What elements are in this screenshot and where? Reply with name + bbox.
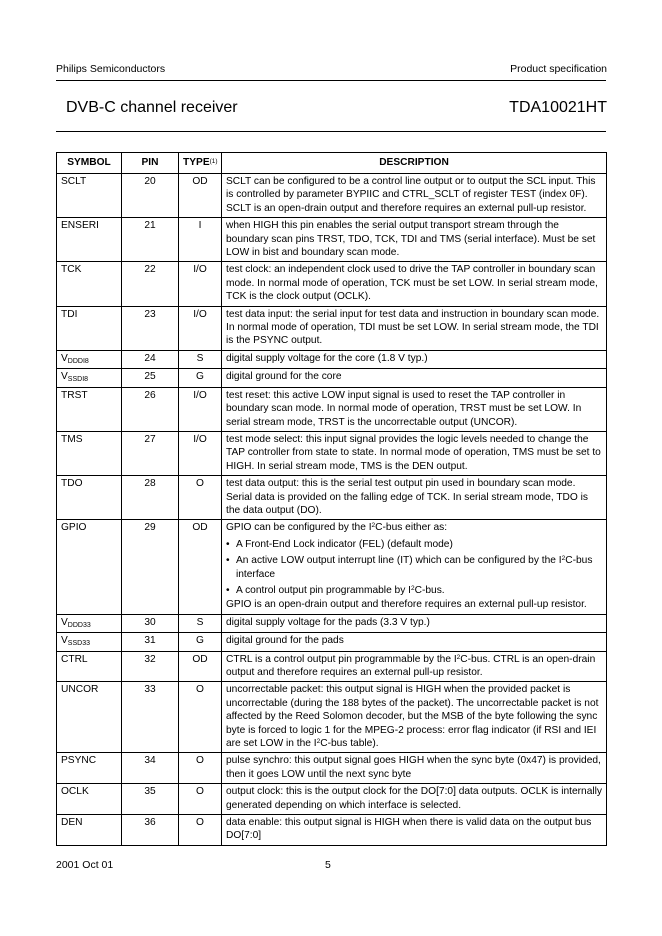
table-row bbox=[57, 431, 607, 475]
uncor-desc-text-end: C-bus table). bbox=[320, 738, 379, 750]
pin-cell: 21 bbox=[122, 218, 179, 262]
symbol-cell bbox=[57, 350, 122, 368]
type-cell: I/O bbox=[179, 262, 222, 306]
bullet3-text-end: C-bus. bbox=[414, 584, 445, 596]
list-item bbox=[226, 584, 602, 597]
type-cell: I/O bbox=[179, 431, 222, 475]
table-row bbox=[57, 520, 607, 614]
symbol-main: V bbox=[61, 371, 68, 383]
table-row bbox=[57, 476, 607, 520]
description-cell: digital ground for the pads bbox=[222, 633, 607, 651]
description-cell: when HIGH this pin enables the serial output transport stream through the boundary scan pins TRST, TDO, TCK, TDI and TMS (serial interface). Must be set LOW in bist and boundary scan mode. bbox=[222, 218, 607, 262]
symbol-cell bbox=[57, 369, 122, 387]
header-divider bbox=[56, 80, 606, 81]
pin-cell: 31 bbox=[122, 633, 179, 651]
table-row bbox=[57, 651, 607, 682]
symbol-cell: DEN bbox=[57, 815, 122, 846]
table-row bbox=[57, 784, 607, 815]
type-cell: I/O bbox=[179, 387, 222, 431]
bullet3-text: A control output pin programmable by I bbox=[236, 584, 411, 596]
symbol-subscript: SSD33 bbox=[67, 640, 90, 648]
description-cell bbox=[222, 682, 607, 753]
symbol-subscript: DDD33 bbox=[67, 621, 91, 629]
symbol-cell bbox=[57, 614, 122, 632]
bullet-icon: • bbox=[226, 584, 230, 596]
description-cell bbox=[222, 651, 607, 682]
symbol-cell: PSYNC bbox=[57, 753, 122, 784]
table-row bbox=[57, 369, 607, 387]
column-header-description: DESCRIPTION bbox=[222, 153, 607, 174]
pin-cell: 35 bbox=[122, 784, 179, 815]
pin-cell: 33 bbox=[122, 682, 179, 753]
pin-cell: 36 bbox=[122, 815, 179, 846]
type-cell: G bbox=[179, 369, 222, 387]
table-row bbox=[57, 218, 607, 262]
type-header-label: TYPE bbox=[183, 157, 210, 169]
description-cell: test data input: the serial input for test data and instruction in boundary scan mode. In normal mode of operation, TDI must be set LOW. In serial stream mode, the TDI is the PSYNC output. bbox=[222, 306, 607, 350]
symbol-cell: TRST bbox=[57, 387, 122, 431]
pin-cell: 27 bbox=[122, 431, 179, 475]
bullet-text bbox=[236, 554, 602, 581]
uncor-desc-sup: 2 bbox=[316, 738, 321, 746]
ctrl-desc-text: CTRL is a control output pin programmable by the I bbox=[226, 653, 457, 665]
symbol-cell: TDO bbox=[57, 476, 122, 520]
symbol-cell: TDI bbox=[57, 306, 122, 350]
gpio-bullet-list bbox=[226, 538, 602, 598]
description-cell: digital supply voltage for the core (1.8 V typ.) bbox=[222, 350, 607, 368]
table-row bbox=[57, 815, 607, 846]
ctrl-desc-sup: 2 bbox=[456, 653, 461, 661]
table-row bbox=[57, 682, 607, 753]
list-item bbox=[226, 554, 602, 581]
table-row bbox=[57, 174, 607, 218]
description-cell: digital ground for the core bbox=[222, 369, 607, 387]
type-cell: OD bbox=[179, 174, 222, 218]
gpio-intro-sup: 2 bbox=[371, 522, 376, 530]
company-name: Philips Semiconductors bbox=[56, 63, 166, 75]
type-cell: I/O bbox=[179, 306, 222, 350]
symbol-cell: CTRL bbox=[57, 651, 122, 682]
description-cell: digital supply voltage for the pads (3.3 V typ.) bbox=[222, 614, 607, 632]
bullet2-text-end: C-bus interface bbox=[236, 555, 593, 580]
symbol-cell: UNCOR bbox=[57, 682, 122, 753]
pinning-table bbox=[56, 152, 607, 846]
gpio-intro-text-end: C-bus either as: bbox=[375, 522, 448, 534]
symbol-main: V bbox=[61, 616, 68, 628]
table-row bbox=[57, 350, 607, 368]
column-header-type bbox=[179, 153, 222, 174]
gpio-intro-text: GPIO can be configured by the I bbox=[226, 522, 372, 534]
pin-cell: 30 bbox=[122, 614, 179, 632]
description-cell: SCLT can be configured to be a control line output or to output the SCL input. This is controlled by parameter BYPIIC and CTRL_SCLT of register TEST (index 0F). SCLT is an open-drain output and therefore requires an external pull-up resistor. bbox=[222, 174, 607, 218]
description-cell: test reset: this active LOW input signal is used to reset the TAP controller in boundary scan mode. In normal mode of operation, TRST must be set LOW. In serial stream mode, TRST is the uncorrectable output (UNCOR). bbox=[222, 387, 607, 431]
description-cell: pulse synchro: this output signal goes HIGH when the sync byte (0x47) is provided, then it goes LOW until the next sync byte bbox=[222, 753, 607, 784]
list-item bbox=[226, 538, 602, 551]
symbol-cell: GPIO bbox=[57, 520, 122, 614]
description-cell: test clock: an independent clock used to drive the TAP controller in boundary scan mode. In normal mode of operation, TCK must be set LOW. In serial stream mode, TCK is the clock output (OCLK). bbox=[222, 262, 607, 306]
type-cell: S bbox=[179, 614, 222, 632]
pin-cell: 26 bbox=[122, 387, 179, 431]
bullet-text: A Front-End Lock indicator (FEL) (default mode) bbox=[236, 538, 453, 550]
document-type: Product specification bbox=[510, 63, 607, 75]
symbol-subscript: DDDI8 bbox=[67, 357, 89, 365]
table-row bbox=[57, 753, 607, 784]
pin-cell: 20 bbox=[122, 174, 179, 218]
uncor-desc-text: uncorrectable packet: this output signal is HIGH when the provided packet is uncorrectable (during the 188 bytes of the packet). The uncorrectable packet is not affected by the Reed Solomon decoder, but the MSB of the byte following the sync byte is forced to logic 1 for the MPEG-2 process: error flag indicator (if RSI and IEI are set LOW in the I bbox=[226, 684, 599, 750]
bullet-icon: • bbox=[226, 555, 230, 567]
pin-cell: 22 bbox=[122, 262, 179, 306]
pin-cell: 25 bbox=[122, 369, 179, 387]
table-row bbox=[57, 306, 607, 350]
type-cell: O bbox=[179, 784, 222, 815]
type-cell: S bbox=[179, 350, 222, 368]
symbol-cell bbox=[57, 633, 122, 651]
table-row bbox=[57, 387, 607, 431]
symbol-cell: ENSERI bbox=[57, 218, 122, 262]
symbol-cell: OCLK bbox=[57, 784, 122, 815]
description-cell: data enable: this output signal is HIGH when there is valid data on the output bus DO[7:0] bbox=[222, 815, 607, 846]
type-cell: O bbox=[179, 815, 222, 846]
symbol-cell: TCK bbox=[57, 262, 122, 306]
symbol-cell: SCLT bbox=[57, 174, 122, 218]
table-row bbox=[57, 614, 607, 632]
pin-cell: 34 bbox=[122, 753, 179, 784]
pin-cell: 28 bbox=[122, 476, 179, 520]
table-header-row bbox=[57, 153, 607, 174]
pin-cell: 32 bbox=[122, 651, 179, 682]
gpio-outro: GPIO is an open-drain output and therefore requires an external pull-up resistor. bbox=[226, 599, 587, 611]
bullet2-sup: 2 bbox=[561, 555, 566, 563]
type-cell: O bbox=[179, 476, 222, 520]
type-cell: O bbox=[179, 753, 222, 784]
type-footnote-ref: (1) bbox=[209, 158, 218, 166]
symbol-main: V bbox=[61, 352, 68, 364]
column-header-symbol: SYMBOL bbox=[57, 153, 122, 174]
bullet2-text: An active LOW output interrupt line (IT) which can be configured by the I bbox=[236, 555, 562, 567]
document-title: DVB-C channel receiver bbox=[66, 99, 238, 116]
bullet3-sup: 2 bbox=[410, 584, 415, 592]
symbol-subscript: SSDI8 bbox=[67, 376, 89, 384]
pin-cell: 23 bbox=[122, 306, 179, 350]
column-header-pin: PIN bbox=[122, 153, 179, 174]
bullet-icon: • bbox=[226, 538, 230, 550]
ctrl-desc-text-end: C-bus. CTRL is an open-drain output and therefore requires an external pull-up resistor. bbox=[226, 653, 596, 678]
type-cell: OD bbox=[179, 651, 222, 682]
type-cell: O bbox=[179, 682, 222, 753]
symbol-main: V bbox=[61, 635, 68, 647]
type-cell: I bbox=[179, 218, 222, 262]
table-row bbox=[57, 633, 607, 651]
type-cell: OD bbox=[179, 520, 222, 614]
type-cell: G bbox=[179, 633, 222, 651]
symbol-cell: TMS bbox=[57, 431, 122, 475]
description-cell: test mode select: this input signal provides the logic levels needed to change the TAP controller from state to state. In normal mode of operation, TMS must be set to HIGH. In serial stream mode, TMS is the DEN output. bbox=[222, 431, 607, 475]
title-divider bbox=[56, 131, 606, 132]
part-number: TDA10021HT bbox=[509, 99, 607, 116]
table-row bbox=[57, 262, 607, 306]
page-number: 5 bbox=[325, 859, 331, 871]
footer-date: 2001 Oct 01 bbox=[56, 859, 114, 871]
description-cell: output clock: this is the output clock for the DO[7:0] data outputs. OCLK is internally generated depending on which interface is selected. bbox=[222, 784, 607, 815]
pin-cell: 29 bbox=[122, 520, 179, 614]
pin-cell: 24 bbox=[122, 350, 179, 368]
gpio-intro bbox=[226, 521, 602, 534]
description-cell bbox=[222, 520, 607, 614]
bullet-text bbox=[236, 584, 445, 597]
description-cell: test data output: this is the serial test output pin used in boundary scan mode. Serial data is provided on the falling edge of TCK. In serial stream mode, TDO is the data output (DO). bbox=[222, 476, 607, 520]
